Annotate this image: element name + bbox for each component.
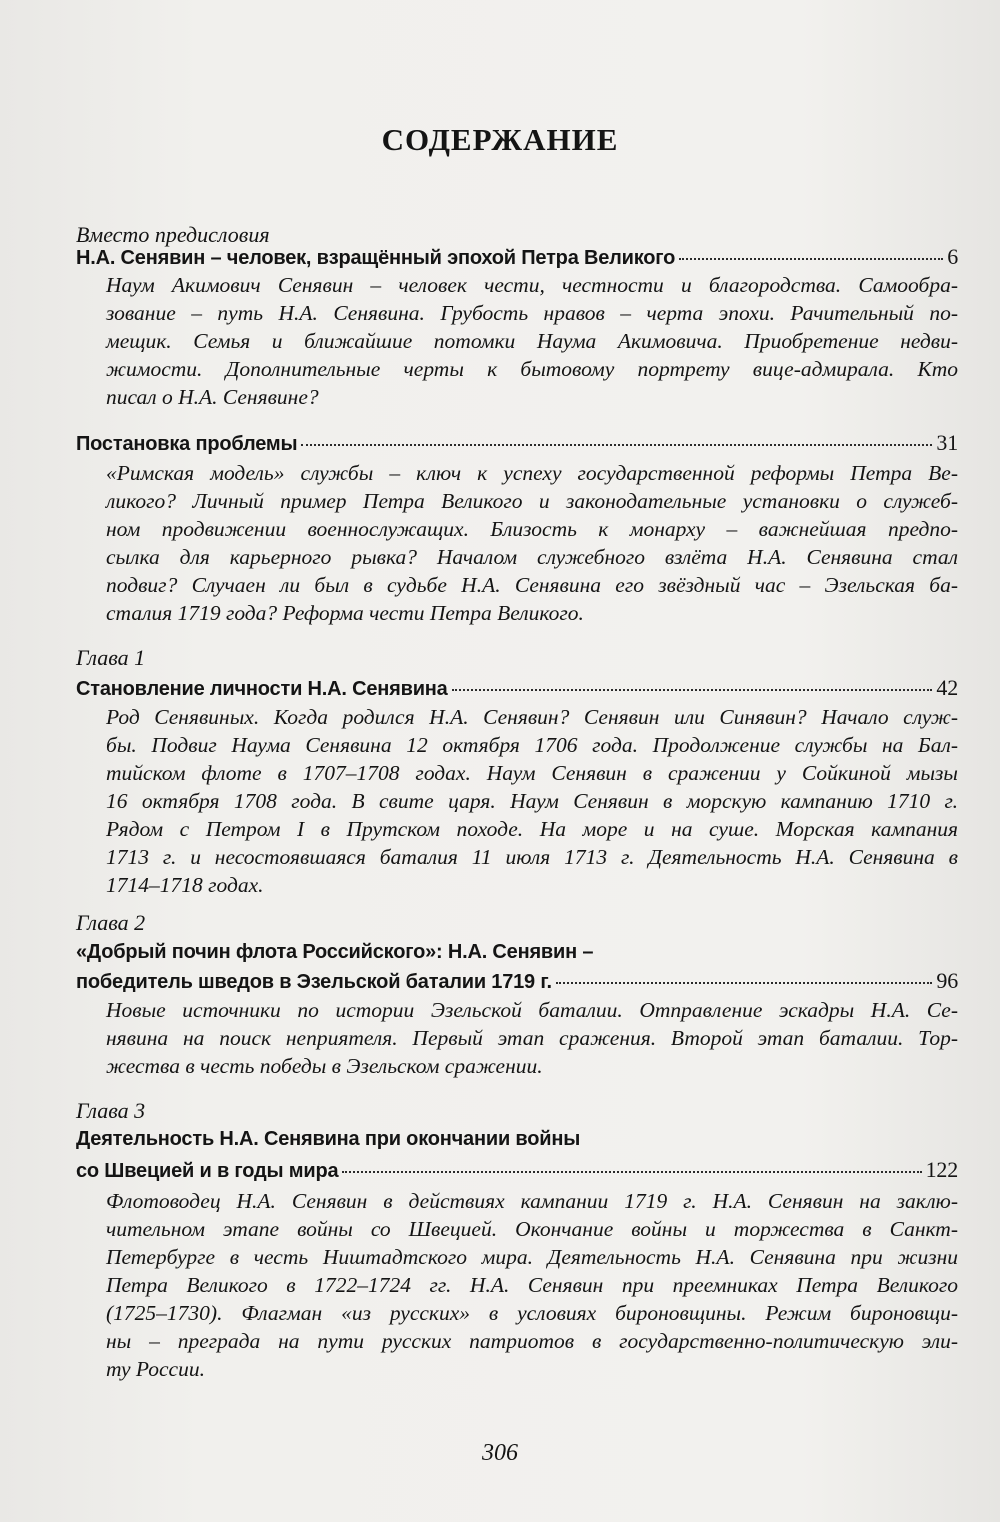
toc-entry-title: Постановка проблемы	[76, 433, 298, 455]
summary-line: ту России.	[106, 1357, 205, 1381]
toc-entry-title-line1: «Добрый почин флота Российского»: Н.А. Сенявин –	[76, 941, 594, 963]
summary-line: зование – путь Н.А. Сенявина. Грубость нравов – черта эпохи. Рачительный по-	[106, 301, 958, 325]
dot-leader	[452, 689, 933, 691]
summary-line: подвиг? Случаен ли был в судьбе Н.А. Сенявина его звёздный час – Эзельская ба-	[106, 573, 958, 597]
toc-entry-title: Н.А. Сенявин – человек, взращённый эпохой Петра Великого	[76, 247, 676, 269]
toc-entry-title: Становление личности Н.А. Сенявина	[76, 678, 448, 700]
summary-line: 1714–1718 годах.	[106, 873, 264, 897]
section-summary	[106, 1187, 958, 1383]
summary-line: 1713 г. и несостоявшаяся баталия 11 июля 1713 г. Деятельность Н.А. Сенявина в	[106, 845, 958, 869]
toc-entry-page: 31	[936, 430, 958, 455]
summary-line: Новые источники по истории Эзельской баталии. Отправление эскадры Н.А. Се-	[106, 998, 958, 1022]
summary-line: 16 октября 1708 года. В свите царя. Наум Сенявин в морскую кампанию 1710 г.	[106, 789, 958, 813]
summary-line: (1725–1730). Флагман «из русских» в условиях бироновщины. Режим бироновщи-	[106, 1301, 958, 1325]
summary-line: мещик. Семья и ближайшие потомки Наума Акимовича. Приобретение недви-	[106, 329, 958, 353]
page-number: 306	[482, 1440, 518, 1466]
summary-line: Петра Великого в 1722–1724 гг. Н.А. Сенявин при преемниках Петра Великого	[106, 1273, 958, 1297]
summary-line: ны – преграда на пути русских патриотов в государственно-политическую эли-	[106, 1329, 958, 1353]
summary-line: сылка для карьерного рывка? Началом служебного взлёта Н.А. Сенявина стал	[106, 545, 958, 569]
dot-leader	[679, 258, 943, 260]
summary-line: Рядом с Петром I в Прутском походе. На море и на суше. Морская кампания	[106, 817, 958, 841]
summary-line: Наум Акимович Сенявин – человек чести, честности и благородства. Самообра-	[106, 273, 958, 297]
section-summary	[106, 703, 958, 899]
toc-entry-page: 96	[936, 968, 958, 993]
page-title: СОДЕРЖАНИЕ	[381, 122, 619, 157]
summary-line: «Римская модель» службы – ключ к успеху государственной реформы Петра Ве-	[106, 461, 958, 485]
summary-line: Флотоводец Н.А. Сенявин в действиях кампании 1719 г. Н.А. Сенявин на заклю-	[106, 1189, 958, 1213]
summary-line: нявина на поиск неприятеля. Первый этап сражения. Второй этап баталии. Тор-	[106, 1026, 958, 1050]
toc-entry-title-line1: Деятельность Н.А. Сенявина при окончании войны	[76, 1128, 581, 1150]
summary-line: Петербурге в честь Ништадтского мира. Деятельность Н.А. Сенявина при жизни	[106, 1245, 958, 1269]
section-summary	[106, 996, 958, 1080]
summary-line: сталия 1719 года? Реформа чести Петра Великого.	[106, 601, 584, 625]
summary-line: тийском флоте в 1707–1708 годах. Наум Сенявин в сражении у Сойкиной мызы	[106, 761, 958, 785]
section-label: Глава 3	[76, 1098, 146, 1123]
toc-entry-title: со Швецией и в годы мира	[76, 1160, 339, 1182]
toc-entry[interactable]	[76, 244, 958, 273]
dot-leader	[556, 982, 933, 984]
toc-entry[interactable]	[76, 1157, 958, 1186]
section-label: Глава 2	[76, 910, 146, 935]
toc-entry-title: победитель шведов в Эзельской баталии 1719 г.	[76, 971, 552, 993]
summary-line: ликого? Личный пример Петра Великого и законодательные установки о служеб-	[106, 489, 958, 513]
toc-entry-page: 122	[925, 1157, 958, 1182]
toc-entry-page: 6	[947, 244, 958, 269]
section-summary	[106, 459, 958, 627]
section-label: Глава 1	[76, 645, 146, 670]
summary-line: чительном этапе войны со Швецией. Окончание войны и торжества в Санкт-	[106, 1217, 958, 1241]
dot-leader	[301, 444, 932, 446]
section-label: Вместо предисловия	[76, 222, 270, 247]
summary-line: бы. Подвиг Наума Сенявина 12 октября 1706 года. Продолжение службы на Бал-	[106, 733, 958, 757]
toc-entry[interactable]	[76, 675, 958, 704]
section-summary	[106, 271, 958, 411]
toc-entry-page: 42	[936, 675, 958, 700]
summary-line: Род Сенявиных. Когда родился Н.А. Сенявин? Сенявин или Синявин? Начало служ-	[106, 705, 958, 729]
summary-line: писал о Н.А. Сенявине?	[106, 385, 319, 409]
summary-line: жества в честь победы в Эзельском сражении.	[106, 1054, 543, 1078]
summary-line: жимости. Дополнительные черты к бытовому портрету вице-адмирала. Кто	[106, 357, 958, 381]
toc-entry[interactable]	[76, 430, 958, 459]
toc-entry[interactable]	[76, 968, 958, 997]
summary-line: ном продвижении военнослужащих. Близость к монарху – важнейшая предпо-	[106, 517, 958, 541]
dot-leader	[342, 1171, 921, 1173]
